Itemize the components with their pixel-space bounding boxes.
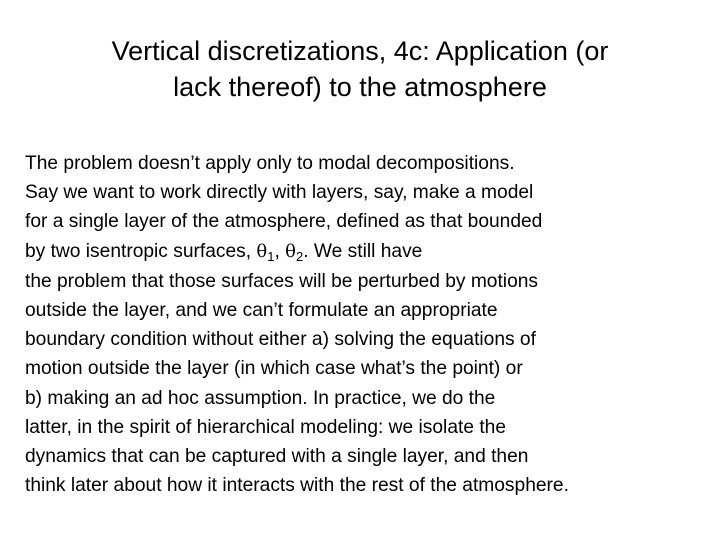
body-line-8: motion outside the layer (in which case what’s the point) or xyxy=(25,358,523,380)
body-line-10: latter, in the spirit of hierarchical modeling: we isolate the xyxy=(25,416,506,438)
theta-1-symbol: θ xyxy=(256,240,268,262)
body-line-4-end: . We still have xyxy=(303,240,423,262)
theta-1-subscript: 1 xyxy=(267,248,275,264)
body-line-4 xyxy=(25,237,715,267)
body-line-12: think later about how it interacts with the rest of the atmosphere. xyxy=(25,475,569,497)
body-line-3: for a single layer of the atmosphere, defined as that bounded xyxy=(25,211,543,233)
title-line-2: lack thereof) to the atmosphere xyxy=(173,72,547,102)
theta-2-subscript: 2 xyxy=(296,248,304,264)
body-line-7: boundary condition without either a) solving the equations of xyxy=(25,329,536,351)
body-line-5: the problem that those surfaces will be perturbed by motions xyxy=(25,270,539,292)
body-line-9: b) making an ad hoc assumption. In practice, we do the xyxy=(25,387,496,409)
slide-title xyxy=(20,33,700,105)
body-line-4-start: by two isentropic surfaces, xyxy=(25,240,257,262)
body-line-11: dynamics that can be captured with a single layer, and then xyxy=(25,446,529,468)
slide-body-text xyxy=(25,149,715,500)
theta-separator: , xyxy=(274,240,286,262)
body-line-1: The problem doesn’t apply only to modal decompositions. xyxy=(25,153,515,174)
title-line-1: Vertical discretizations, 4c: Application (or xyxy=(111,36,609,66)
body-line-2: Say we want to work directly with layers, say, make a model xyxy=(25,182,534,204)
body-line-6: outside the layer, and we can’t formulate an appropriate xyxy=(25,300,498,322)
theta-2-symbol: θ xyxy=(285,240,297,262)
